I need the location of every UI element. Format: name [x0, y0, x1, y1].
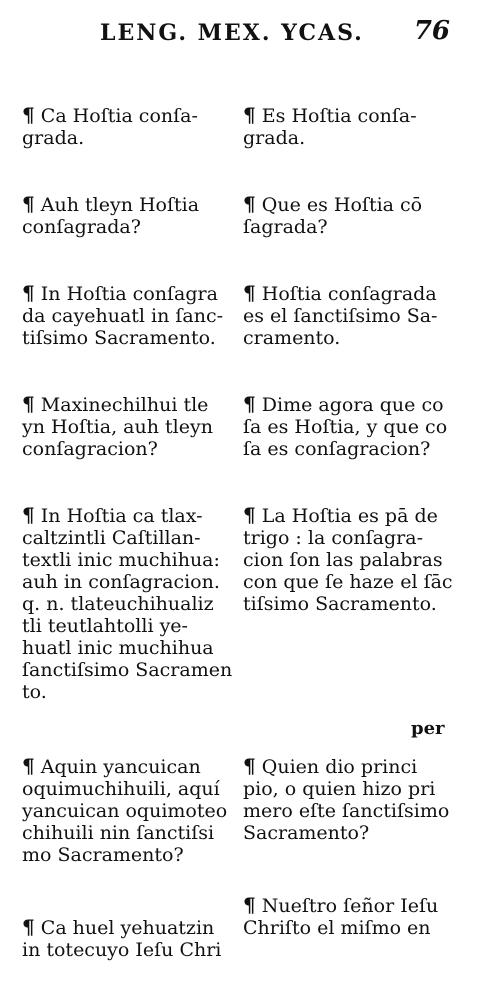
pilcrow-icon: ¶: [243, 103, 256, 127]
pilcrow-icon: ¶: [22, 915, 35, 939]
left-column: [22, 60, 242, 983]
entry-text: Maxinechilhui tle yn Hoſtia, auh tleyn conſagracion?: [22, 394, 213, 460]
catchword: per: [411, 718, 445, 739]
left-entry: [22, 504, 242, 703]
entry-text: Dime agora que co ſa es Hoſtia, y que co ſa es conſagracion?: [243, 394, 448, 460]
pilcrow-icon: ¶: [22, 192, 35, 216]
entry-text: Nueſtro ſeñor Ieſu Chriſto el miſmo en: [243, 895, 439, 939]
page-number: 76: [413, 16, 450, 46]
pilcrow-icon: ¶: [22, 503, 35, 527]
pilcrow-icon: ¶: [22, 103, 35, 127]
pilcrow-icon: ¶: [243, 281, 256, 305]
entry-text: Hoſtia conſagrada es el ſanctiſsimo Sa- cramento.: [243, 283, 438, 349]
entry-text: In Hoſtia ca tlax- caltzintli Caſtillan- textli inic muchihua: auh in conſagracion. q. n. tlateuchihualiz tli teutlahtolli ye- huatl inic muchihua ſanctiſsimo Sacramen to.: [22, 505, 233, 703]
pilcrow-icon: ¶: [243, 392, 256, 416]
pilcrow-icon: ¶: [22, 392, 35, 416]
right-entry: [243, 193, 463, 238]
left-entry: [22, 755, 242, 866]
pilcrow-icon: ¶: [243, 503, 256, 527]
right-entry: [243, 393, 463, 460]
entry-text: Quien dio princi pio, o quien hizo pri mero eſte ſanctiſsimo Sacramento?: [243, 756, 450, 844]
pilcrow-icon: ¶: [243, 192, 256, 216]
right-entry: [243, 282, 463, 349]
entry-text: Ca Hoſtia conſa- grada.: [22, 105, 198, 149]
left-entry: [22, 916, 242, 961]
left-entry: [22, 104, 242, 149]
left-entry: [22, 393, 242, 460]
entry-text: Aquin yancuican oquimuchihuili, aquí yancuican oquimoteo chihuili nin ſanctiſsi mo Sacramento?: [22, 756, 228, 866]
pilcrow-icon: ¶: [22, 754, 35, 778]
right-entry: [243, 894, 463, 939]
entry-text: Ca huel yehuatzin in totecuyo Ieſu Chri: [22, 917, 222, 961]
pilcrow-icon: ¶: [22, 281, 35, 305]
left-entry: [22, 193, 242, 238]
entry-text: Que es Hoſtia cō ſagrada?: [243, 194, 423, 238]
entry-text: Es Hoſtia conſa- grada.: [243, 105, 417, 149]
entry-text: In Hoſtia conſagra da cayehuatl in ſanc- tiſsimo Sacramento.: [22, 283, 224, 349]
pilcrow-icon: ¶: [243, 754, 256, 778]
left-entry: [22, 282, 242, 349]
entry-text: Auh tleyn Hoſtia conſagrada?: [22, 194, 200, 238]
running-head: LENG. MEX. YCAS.: [100, 20, 364, 46]
entry-text: La Hoſtia es pā de trigo : la conſagra- cion ſon las palabras con que ſe haze el ſāc tiſsimo Sacramento.: [243, 505, 453, 615]
right-entry: [243, 504, 463, 615]
right-entry: [243, 104, 463, 149]
pilcrow-icon: ¶: [243, 893, 256, 917]
right-column: [243, 60, 463, 961]
